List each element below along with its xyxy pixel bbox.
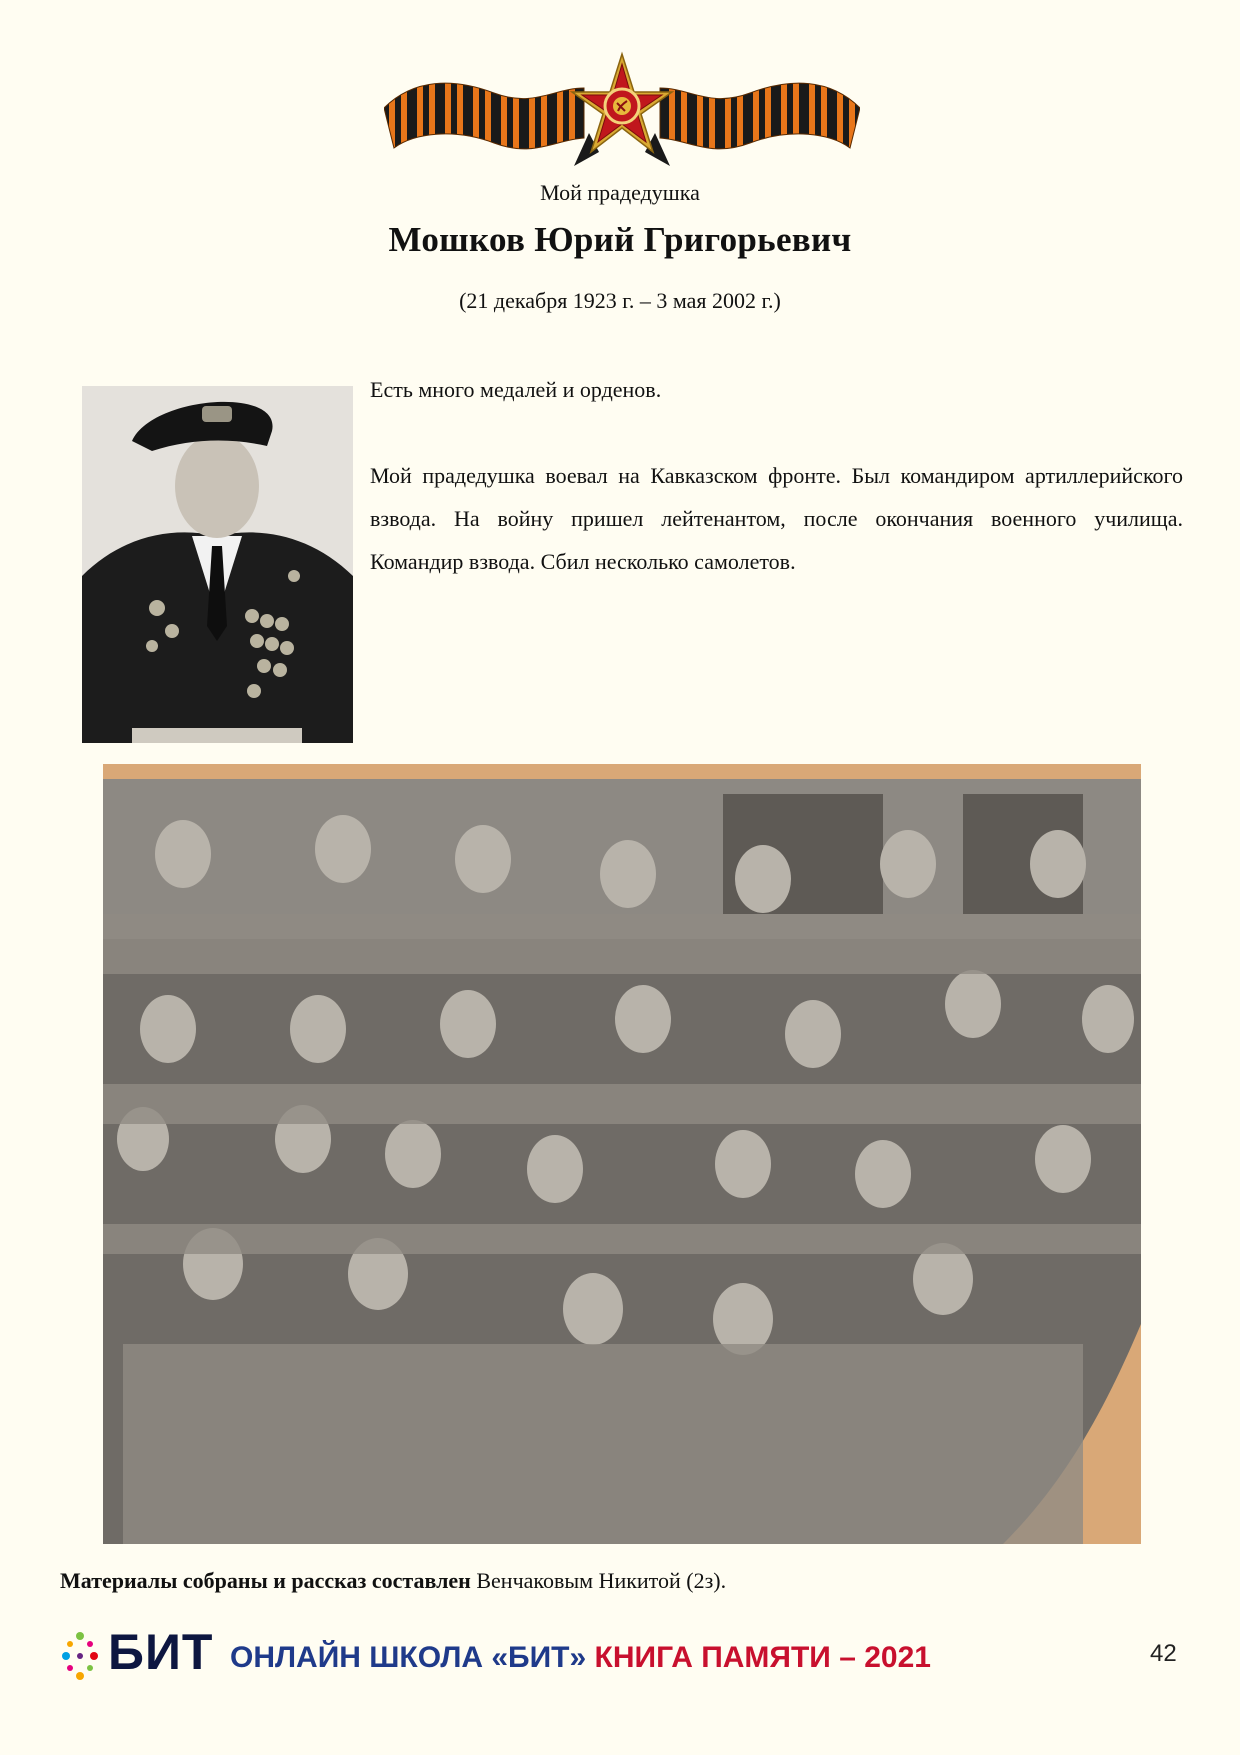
credit-bold: Материалы собраны и рассказ составлен <box>60 1568 471 1593</box>
credit-author: Венчаковым Никитой (2з). <box>470 1568 727 1593</box>
page-number: 42 <box>1150 1640 1177 1667</box>
footer-book: КНИГА ПАМЯТИ – 2021 <box>594 1641 931 1674</box>
paragraph-medals: Есть много медалей и орденов. <box>370 377 662 402</box>
bit-logo-icon <box>60 1630 100 1682</box>
intro-text: Мой прадедушка <box>540 180 700 205</box>
bit-logo-text: БИТ <box>108 1624 214 1680</box>
person-name: Мошков Юрий Григорьевич <box>388 220 852 259</box>
life-dates: (21 декабря 1923 г. – 3 мая 2002 г.) <box>459 288 781 313</box>
paragraph-biography: Мой прадедушка воевал на Кавказском фронте. Был командиром артиллерийского взвода. На войну пришел лейтенантом, после окончания военного училища. Командир взвода. Сбил несколько самолетов. <box>370 463 1183 574</box>
footer-school: ОНЛАЙН ШКОЛА «БИТ» <box>230 1641 587 1674</box>
portrait-photo <box>82 386 353 743</box>
credit-line <box>60 1568 726 1594</box>
footer-title <box>230 1640 931 1676</box>
st-george-ribbon-emblem <box>384 48 860 166</box>
group-photo <box>103 764 1141 1544</box>
